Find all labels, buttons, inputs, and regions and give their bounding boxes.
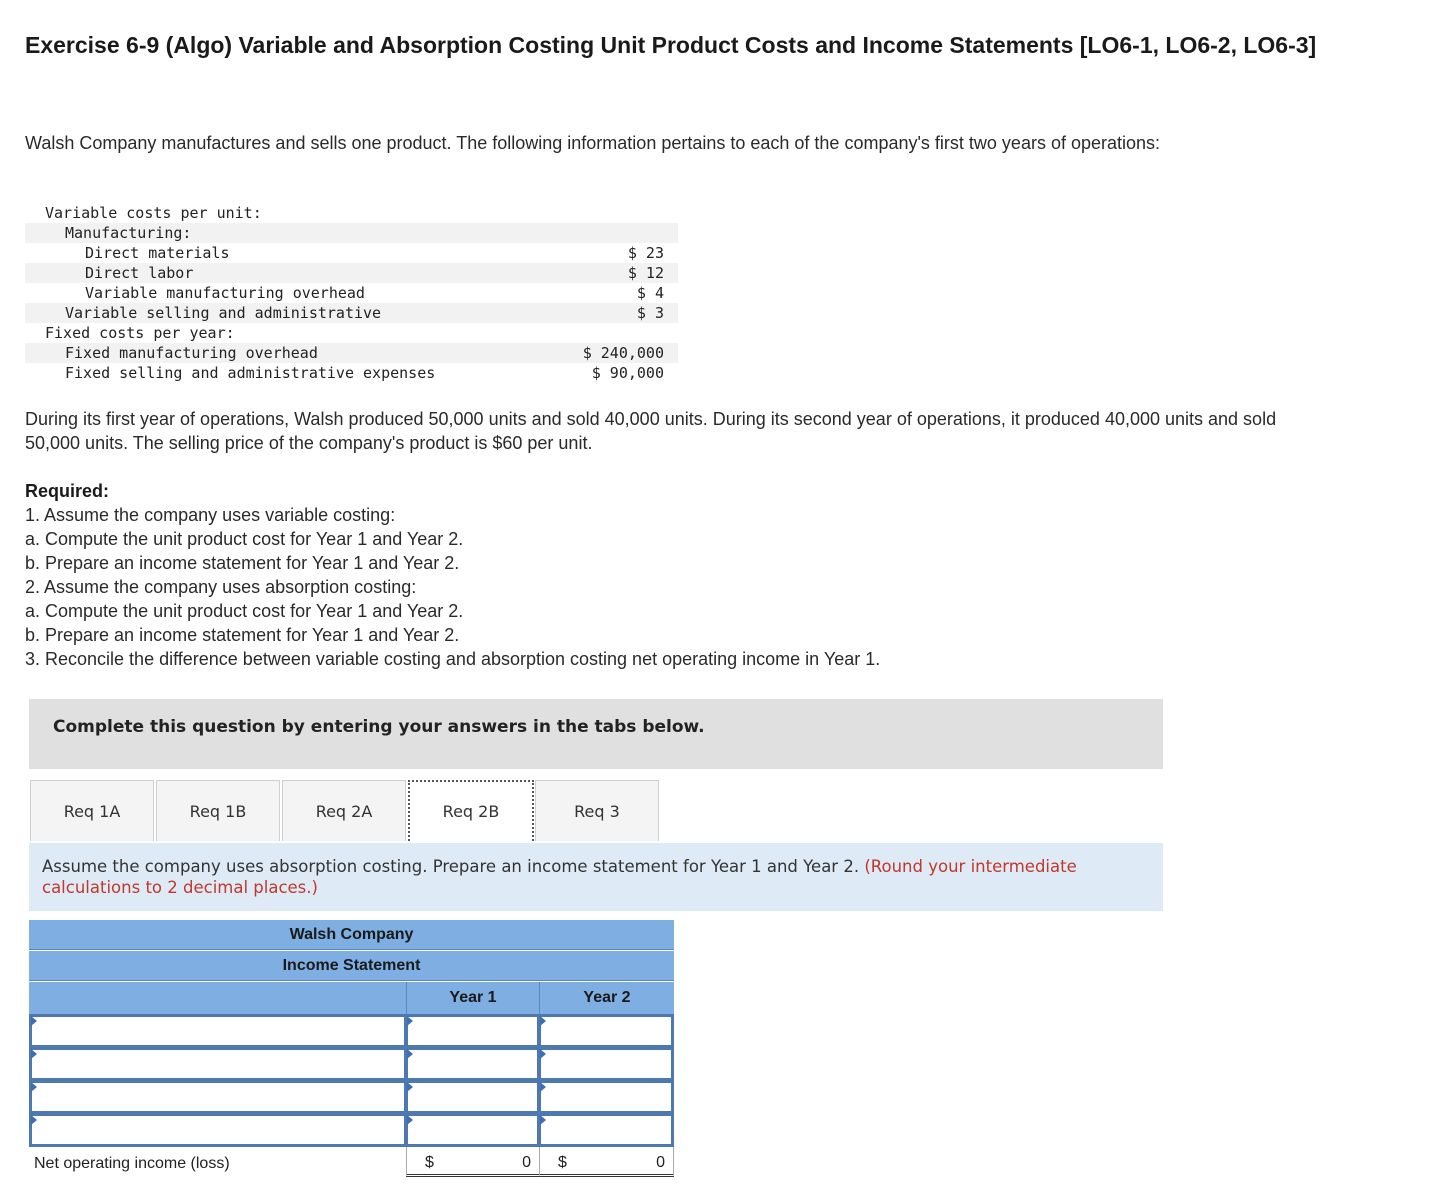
dropdown-indicator-icon [540,1049,546,1059]
required-line: 2. Assume the company uses absorption costing: [25,577,417,597]
dropdown-indicator-icon [31,1082,37,1092]
year2-amount-input[interactable] [538,1113,674,1147]
net-income-label: Net operating income (loss) [34,1155,230,1172]
tab-req-2a[interactable]: Req 2A [282,780,406,841]
intro-text: Walsh Company manufactures and sells one product. The following information pertains to each of the company's first two years of operations: [25,133,1161,153]
currency-symbol: $ [558,1154,567,1171]
required-line: b. Prepare an income statement for Year 1 and Year 2. [25,553,460,573]
banner-text: Complete this question by entering your answers in the tabs below. [53,717,705,737]
direct-labor-label: Direct labor [85,264,194,282]
cost-row [25,343,678,363]
year1-amount-input[interactable] [405,1014,540,1048]
year2-amount-input[interactable] [538,1080,674,1114]
direct-materials-value: $ 23 [627,244,664,262]
direct-labor-value: $ 12 [627,264,664,282]
instruction-rounding-note: (Round your intermediate calculations to 2 decimal places.) [42,857,1077,897]
dropdown-indicator-icon [540,1082,546,1092]
currency-symbol: $ [425,1154,434,1171]
question-instruction [29,843,1163,911]
net-income-year2 [539,1147,674,1177]
required-line: b. Prepare an income statement for Year 1 and Year 2. [25,625,460,645]
cost-row [25,323,678,343]
fixed-mfg-overhead-value: $ 240,000 [582,344,664,362]
cost-data-table [25,203,678,383]
year2-amount-input[interactable] [538,1047,674,1081]
var-mfg-overhead-label: Variable manufacturing overhead [85,284,365,302]
tab-req-3[interactable]: Req 3 [535,780,659,841]
fixed-selling-admin-value: $ 90,000 [591,364,664,382]
net-income-year2-value: 0 [656,1154,665,1171]
dropdown-indicator-icon [31,1016,37,1026]
direct-materials-label: Direct materials [85,244,230,262]
row-label-input[interactable] [29,1047,407,1081]
tab-req-2b[interactable]: Req 2B [408,780,534,841]
row-label-input[interactable] [29,1080,407,1114]
row-label-input[interactable] [29,1113,407,1147]
cost-row [25,363,678,383]
fixed-mfg-overhead-label: Fixed manufacturing overhead [65,344,318,362]
instructions-banner [29,699,1163,769]
cost-row [25,263,678,283]
dropdown-indicator-icon [31,1115,37,1125]
cost-row [25,283,678,303]
dropdown-indicator-icon [540,1115,546,1125]
manufacturing-header: Manufacturing: [65,224,192,242]
operations-text: During its first year of operations, Walsh produced 50,000 units and sold 40,000 units. During its second year of operations, it produced 40,000 units and sold 50,000 units. The selling price of the company's product is $60 per unit. [25,409,1277,453]
year2-amount-input[interactable] [538,1014,674,1048]
dropdown-indicator-icon [407,1082,413,1092]
required-line: 3. Reconcile the difference between variable costing and absorption costing net operating income in Year 1. [25,649,881,669]
tab-req-1a[interactable]: Req 1A [30,780,154,841]
dropdown-indicator-icon [31,1049,37,1059]
year1-amount-input[interactable] [405,1047,540,1081]
col-header-year1: Year 1 [406,982,539,1014]
fixed-costs-header: Fixed costs per year: [45,324,235,342]
required-heading: Required: [25,481,110,501]
var-mfg-overhead-value: $ 4 [636,284,664,302]
year1-amount-input[interactable] [405,1080,540,1114]
statement-title: Income Statement [29,951,674,981]
required-line: 1. Assume the company uses variable costing: [25,505,396,525]
required-line: a. Compute the unit product cost for Year 1 and Year 2. [25,601,464,621]
cost-row [25,243,678,263]
dropdown-indicator-icon [407,1049,413,1059]
col-header-year2: Year 2 [539,982,674,1014]
var-selling-admin-value: $ 3 [636,304,664,322]
net-income-row [29,1147,674,1179]
required-section [25,479,1325,671]
net-income-year1 [406,1147,539,1177]
cost-row [25,203,678,223]
dropdown-indicator-icon [407,1016,413,1026]
page-title: Exercise 6-9 (Algo) Variable and Absorption Costing Unit Product Costs and Income Statements [LO6-1, LO6-2, LO6-3] [25,32,1317,58]
net-income-year1-value: 0 [522,1154,531,1171]
variable-costs-header: Variable costs per unit: [45,204,262,222]
cost-row [25,303,678,323]
statement-label-header [29,982,406,1014]
year1-amount-input[interactable] [405,1113,540,1147]
statement-company-name: Walsh Company [29,920,674,950]
dropdown-indicator-icon [540,1016,546,1026]
cost-row [25,223,678,243]
instruction-main: Assume the company uses absorption costing. Prepare an income statement for Year 1 and Year 2. [42,857,860,876]
tab-req-1b[interactable]: Req 1B [156,780,280,841]
row-label-input[interactable] [29,1014,407,1048]
dropdown-indicator-icon [407,1115,413,1125]
var-selling-admin-label: Variable selling and administrative [65,304,382,322]
fixed-selling-admin-label: Fixed selling and administrative expenses [65,364,436,382]
required-line: a. Compute the unit product cost for Year 1 and Year 2. [25,529,464,549]
